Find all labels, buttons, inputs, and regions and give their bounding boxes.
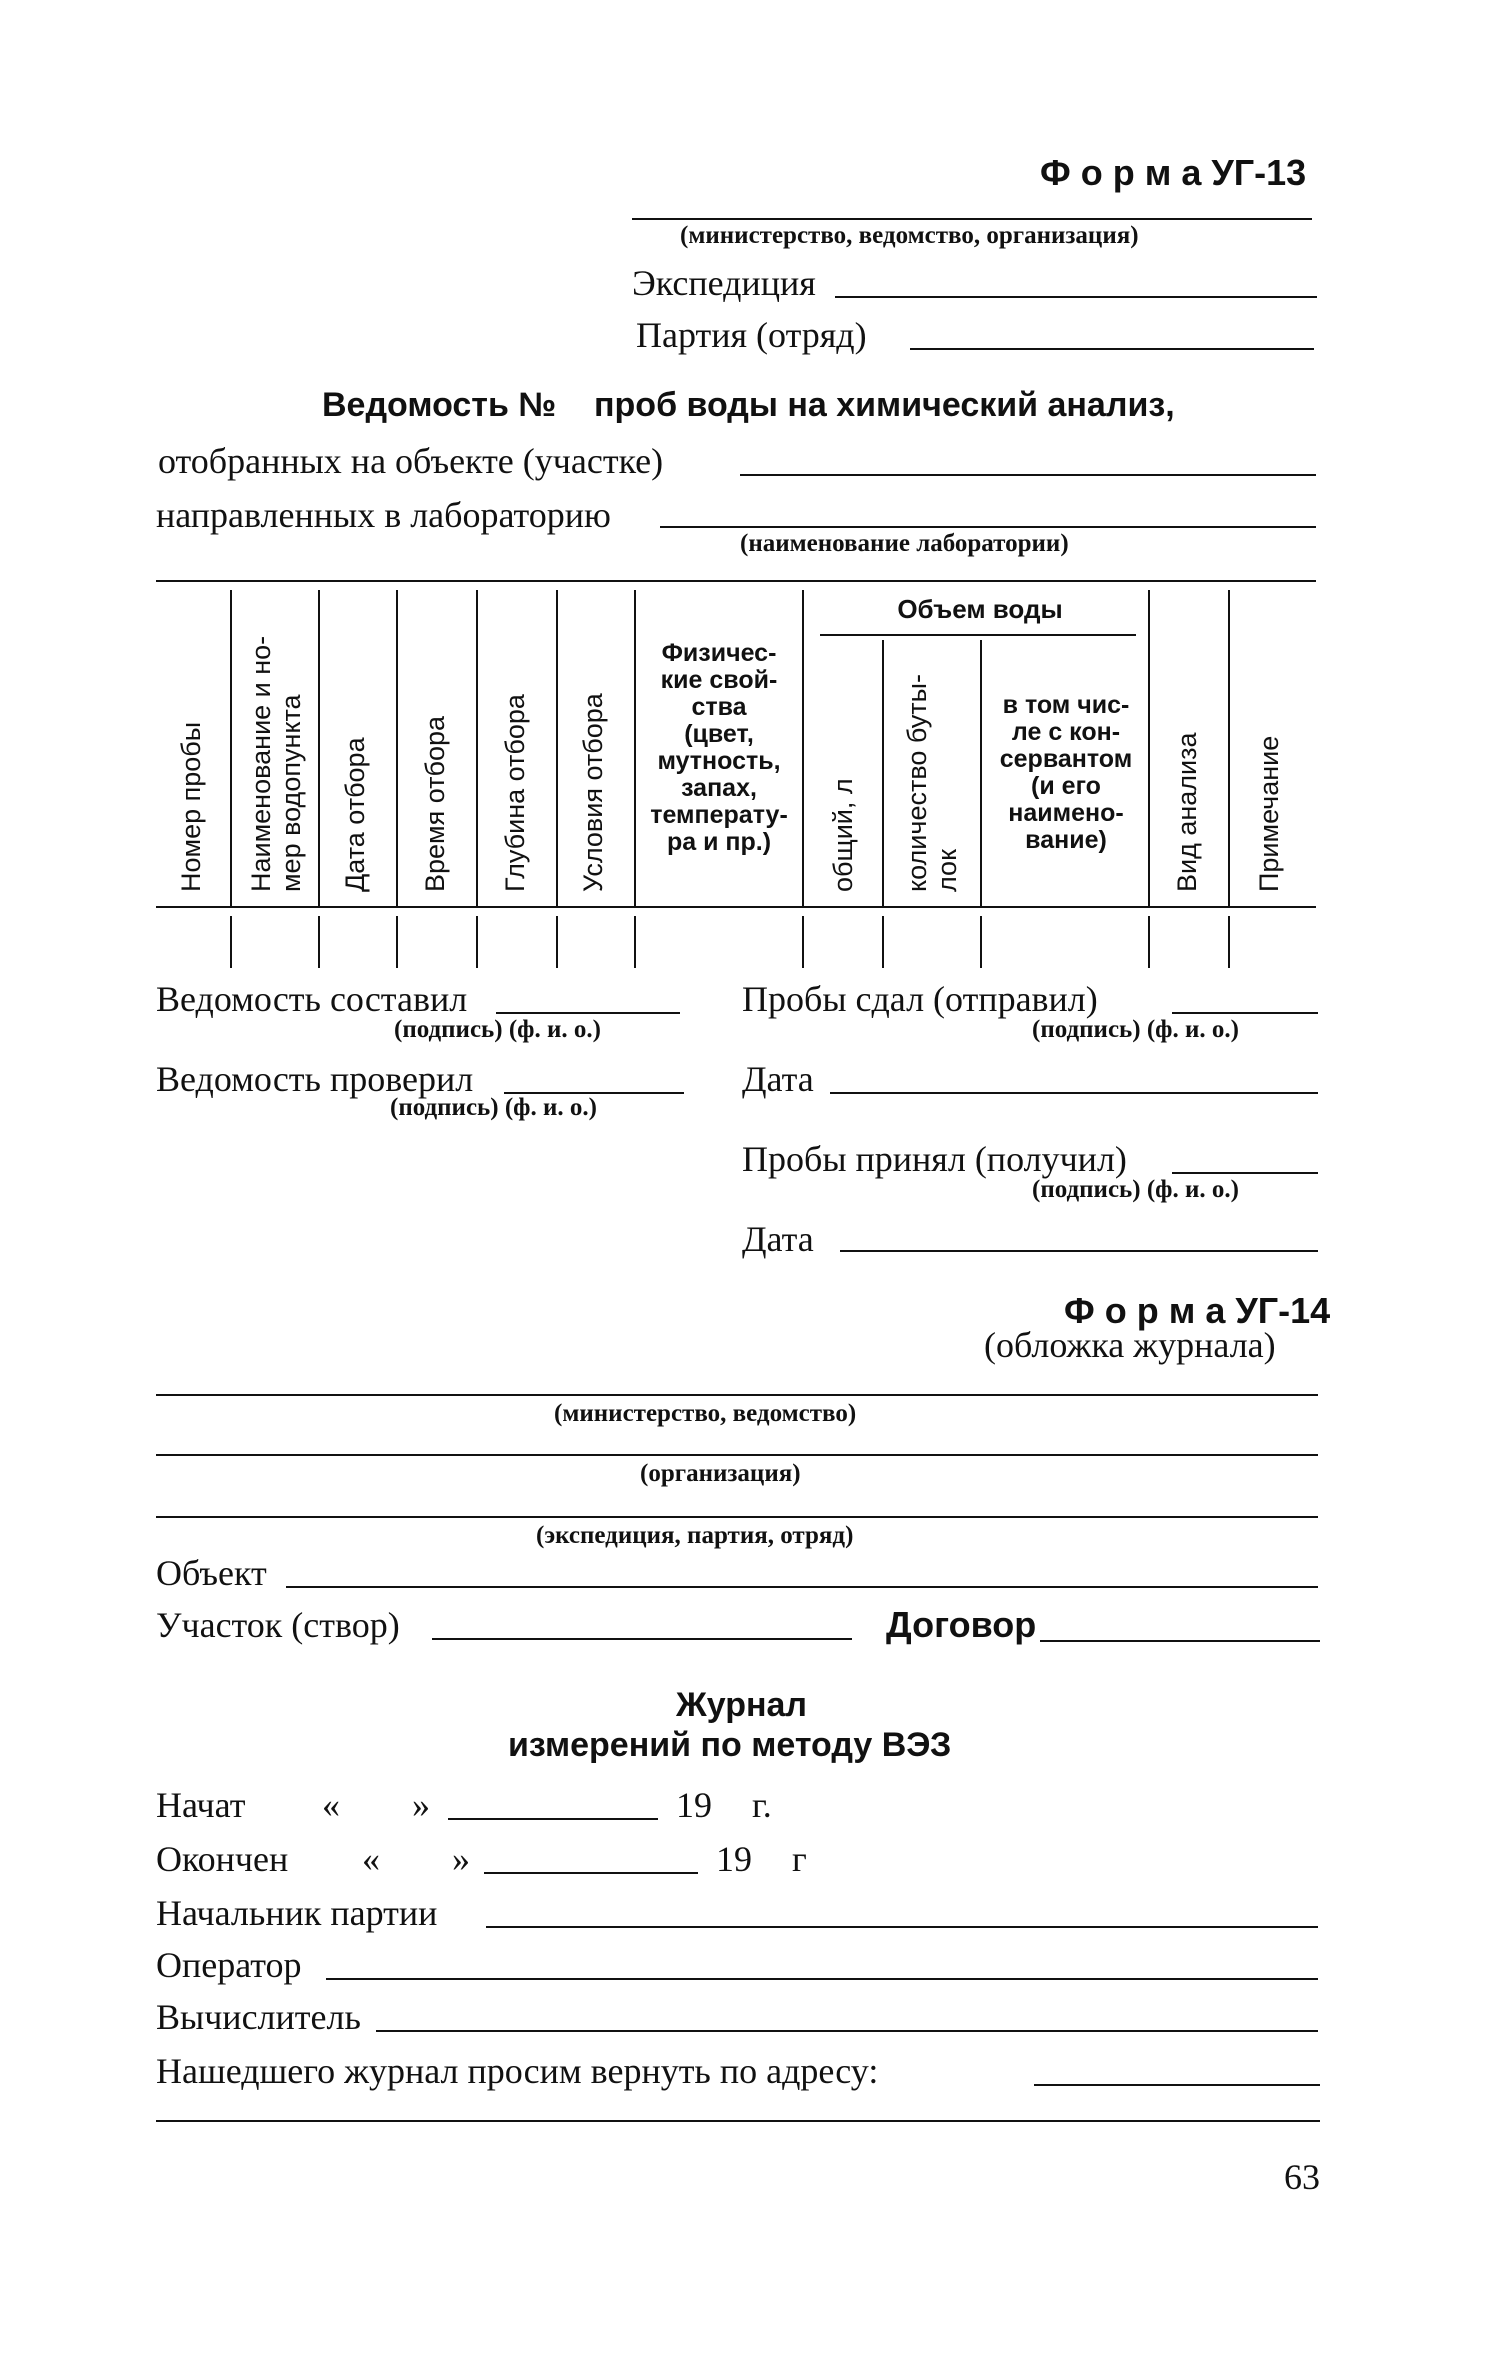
compiled-label: Ведомость составил xyxy=(156,979,468,1019)
expedition-caption: (экспедиция, партия, отряд) xyxy=(536,1522,854,1549)
cell-line: сервантом xyxy=(999,745,1133,773)
started-date-field[interactable] xyxy=(448,1818,658,1820)
row-divider xyxy=(476,916,478,968)
operator-label: Оператор xyxy=(156,1945,302,1985)
row-divider xyxy=(802,916,804,968)
row-divider xyxy=(396,916,398,968)
col-date: Дата отбора xyxy=(340,737,370,892)
row-divider xyxy=(230,916,232,968)
ministry-line-14 xyxy=(156,1394,1318,1396)
col-divider xyxy=(1228,590,1230,906)
received-sign-caption: (подпись) (ф. и. о.) xyxy=(1032,1176,1239,1203)
finished-quote-open: « xyxy=(362,1839,380,1879)
finished-quote-close: » xyxy=(452,1839,470,1879)
row-divider xyxy=(980,916,982,968)
row-divider xyxy=(882,916,884,968)
operator-field[interactable] xyxy=(326,1978,1318,1980)
page-number: 63 xyxy=(1284,2157,1320,2197)
contract-field[interactable] xyxy=(1040,1640,1320,1642)
cell-line: температу- xyxy=(650,801,788,829)
cell-line: наимено- xyxy=(1008,799,1124,827)
col-divider xyxy=(556,590,558,906)
date-label-2: Дата xyxy=(742,1219,814,1259)
col-divider xyxy=(1148,590,1150,906)
col-total-volume: общий, л xyxy=(828,778,858,892)
calculator-field[interactable] xyxy=(376,2030,1318,2032)
expedition-line xyxy=(156,1516,1318,1518)
date-label-1: Дата xyxy=(742,1059,814,1099)
form14-subtitle: (обложка журнала) xyxy=(984,1325,1276,1365)
cell-line: запах, xyxy=(681,774,757,802)
cell-line: мутность, xyxy=(657,747,781,775)
col-note: Примечание xyxy=(1254,735,1284,892)
cell-line: ства xyxy=(691,693,747,721)
col-divider xyxy=(882,640,884,906)
sent-field[interactable] xyxy=(660,526,1316,528)
col-divider xyxy=(476,590,478,906)
handed-sign-caption: (подпись) (ф. и. о.) xyxy=(1032,1016,1239,1043)
finished-year-suffix: г xyxy=(792,1839,807,1879)
started-quote-close: » xyxy=(412,1785,430,1825)
statement-title: проб воды на химический анализ, xyxy=(594,386,1175,424)
table-top-border xyxy=(156,580,1316,582)
checked-label: Ведомость проверил xyxy=(156,1059,474,1099)
col-conditions: Условия отбора xyxy=(578,693,608,892)
date-field-2[interactable] xyxy=(840,1250,1318,1252)
col-depth: Глубина отбора xyxy=(500,694,530,892)
cell-line: Физичес- xyxy=(661,639,777,667)
address-line[interactable] xyxy=(156,2120,1320,2122)
expedition-field[interactable] xyxy=(835,296,1317,298)
col-time: Время отбора xyxy=(420,715,450,892)
col-waterpoint-l1: Наименование и но- xyxy=(246,635,276,892)
section-field[interactable] xyxy=(432,1638,852,1640)
calculator-label: Вычислитель xyxy=(156,1997,361,2037)
taken-label: отобранных на объекте (участке) xyxy=(158,441,664,481)
cell-line: вание) xyxy=(1025,826,1107,854)
cell-line: (цвет, xyxy=(684,720,754,748)
row-divider xyxy=(318,916,320,968)
received-field[interactable] xyxy=(1172,1172,1318,1174)
col-sample-number: Номер пробы xyxy=(176,721,206,892)
started-year-suffix: г. xyxy=(752,1785,772,1825)
started-label: Начат xyxy=(156,1785,246,1825)
cell-line: (и его xyxy=(1031,772,1101,800)
col-bottle-count-l2: лок xyxy=(932,849,962,892)
compiled-field[interactable] xyxy=(496,1012,680,1014)
handed-label: Пробы сдал (отправил) xyxy=(742,979,1098,1019)
col-divider xyxy=(980,640,982,906)
party-label: Партия (отряд) xyxy=(636,315,867,355)
contract-label: Договор xyxy=(886,1604,1037,1645)
row-divider xyxy=(1228,916,1230,968)
col-analysis-type: Вид анализа xyxy=(1172,732,1202,892)
started-year: 19 xyxy=(676,1785,712,1825)
row-divider xyxy=(556,916,558,968)
group-water-volume: Объем воды xyxy=(897,594,1063,624)
chief-field[interactable] xyxy=(486,1926,1318,1928)
journal-subtitle: измерений по методу ВЭЗ xyxy=(508,1726,952,1764)
col-divider xyxy=(802,590,804,906)
cell-line: кие свой- xyxy=(660,666,778,694)
cell-line: ра и пр.) xyxy=(666,828,772,856)
col-divider xyxy=(230,590,232,906)
chief-label: Начальник партии xyxy=(156,1893,438,1933)
org-caption: (организация) xyxy=(640,1460,801,1487)
finished-label: Окончен xyxy=(156,1839,289,1879)
return-label: Нашедшего журнал просим вернуть по адресу: xyxy=(156,2051,879,2091)
org-line xyxy=(156,1454,1318,1456)
started-quote-open: « xyxy=(322,1785,340,1825)
section-label: Участок (створ) xyxy=(156,1605,400,1645)
checked-sign-caption: (подпись) (ф. и. о.) xyxy=(390,1094,597,1121)
finished-date-field[interactable] xyxy=(484,1872,698,1874)
col-divider xyxy=(318,590,320,906)
sent-label: направленных в лабораторию xyxy=(156,495,611,535)
finished-year: 19 xyxy=(716,1839,752,1879)
journal-title: Журнал xyxy=(676,1686,808,1724)
ministry-line xyxy=(632,218,1312,220)
col-physical-properties xyxy=(636,640,802,856)
col-preservative xyxy=(984,692,1148,854)
ministry-caption-14: (министерство, ведомство) xyxy=(554,1400,857,1427)
object-label: Объект xyxy=(156,1553,267,1593)
form14-title: Ф о р м а УГ-14 xyxy=(1064,1290,1331,1331)
row-divider xyxy=(1148,916,1150,968)
col-divider xyxy=(396,590,398,906)
col-bottle-count-l1: количество буты- xyxy=(902,673,932,892)
cell-line: ле с кон- xyxy=(1011,718,1121,746)
compiled-sign-caption: (подпись) (ф. и. о.) xyxy=(394,1016,601,1043)
date-field-1[interactable] xyxy=(830,1092,1318,1094)
lab-caption: (наименование лаборатории) xyxy=(740,530,1069,557)
party-field[interactable] xyxy=(910,348,1314,350)
group-header-line xyxy=(820,634,1136,636)
table-header-bottom xyxy=(156,906,1316,908)
expedition-label: Экспедиция xyxy=(632,263,816,303)
form13-title: Ф о р м а УГ-13 xyxy=(1040,152,1307,193)
statement-title-number: Ведомость № xyxy=(322,386,557,424)
object-field[interactable] xyxy=(286,1586,1318,1588)
handed-field[interactable] xyxy=(1172,1012,1318,1014)
received-label: Пробы принял (получил) xyxy=(742,1139,1127,1179)
ministry-caption: (министерство, ведомство, организация) xyxy=(680,222,1139,249)
row-divider xyxy=(634,916,636,968)
taken-field[interactable] xyxy=(740,474,1316,476)
return-field[interactable] xyxy=(1034,2084,1320,2086)
cell-line: в том чис- xyxy=(1002,691,1130,719)
col-waterpoint-l2: мер водопункта xyxy=(276,694,306,892)
